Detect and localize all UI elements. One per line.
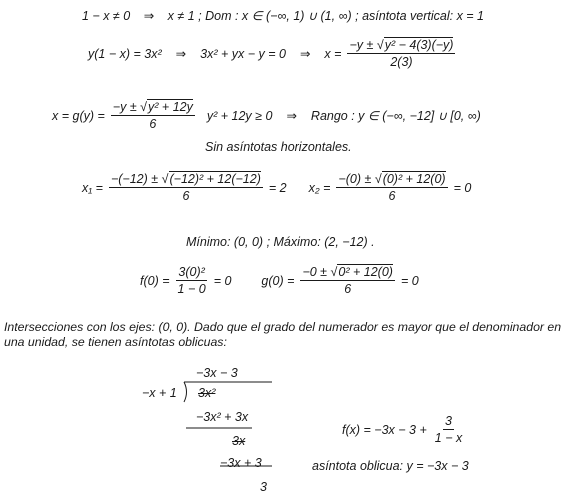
sqrt-symbol: √ [140, 100, 148, 114]
long-division [140, 362, 280, 497]
x-equals-label: x = [324, 46, 342, 61]
first-subtraction: −3x² + 3x [196, 410, 249, 424]
result-expression [342, 414, 466, 445]
sqrt-symbol: √ [376, 38, 384, 52]
inverse-lhs: x = g(y) = [52, 108, 105, 123]
line-inverse-function [52, 100, 481, 131]
x1-fraction [109, 172, 263, 203]
oblique-asymptote: asíntota oblicua: y = −3x − 3 [312, 459, 469, 473]
numerator-term: −(0) ± [338, 172, 372, 186]
numerator-term: −(−12) ± [110, 172, 159, 186]
x1-result: = 2 [268, 180, 287, 195]
radicand: 0² + 12(0) [338, 265, 393, 279]
min-max-statement: Mínimo: (0, 0) ; Máximo: (2, −12) . [186, 235, 375, 249]
radicand: y² + 12y [148, 100, 193, 114]
g0-result: = 0 [400, 273, 419, 288]
sqrt-symbol: √ [330, 265, 338, 279]
numerator: 3 [445, 414, 452, 428]
numerator-term: −0 ± [302, 265, 328, 279]
x2-label: x₂ = [308, 180, 331, 195]
radicand: (−12)² + 12(−12) [169, 172, 261, 186]
final-remainder: 3 [260, 480, 267, 494]
eq-denominator-nonzero: 1 − x ≠ 0 [82, 9, 131, 23]
implies-arrow: ⇒ [299, 47, 311, 61]
result-lhs: f(x) = −3x − 3 + [342, 422, 427, 437]
implies-arrow: ⇒ [286, 109, 297, 123]
denominator: 1 − 0 [177, 282, 206, 296]
domain-and-vertical-asymptote: x ≠ 1 ; Dom : x ∈ (−∞, 1) ∪ (1, ∞) ; asíntota vertical: x = 1 [167, 9, 485, 23]
dividend: 3x² [198, 386, 216, 400]
radicand: (0)² + 12(0) [382, 172, 446, 186]
f0-result: = 0 [213, 273, 232, 288]
no-horizontal-asymptotes: Sin asíntotas horizontales. [205, 140, 352, 154]
line-solve-for-x [88, 38, 457, 69]
g0-label: g(0) = [261, 273, 295, 288]
line-critical-x-values [82, 172, 471, 203]
sqrt-symbol: √ [161, 172, 169, 186]
f0-fraction [176, 265, 208, 296]
g0-fraction [300, 265, 395, 296]
denominator: 6 [388, 189, 396, 203]
radicand: y² − 4(3)(−y) [384, 38, 454, 52]
result-fraction [433, 414, 464, 445]
divisor: −x + 1 [142, 386, 177, 400]
division-lines [140, 362, 280, 497]
second-subtraction: −3x + 3 [220, 456, 262, 470]
quadratic-equation: 3x² + yx − y = 0 [200, 46, 286, 61]
implies-arrow: ⇒ [175, 47, 187, 61]
x2-fraction [336, 172, 447, 203]
x2-result: = 0 [453, 180, 472, 195]
numerator: 3(0)² [178, 265, 205, 279]
denominator: 2(3) [390, 55, 413, 69]
line-domain [82, 8, 484, 23]
numerator-term: −y ± [349, 38, 374, 52]
inverse-fraction [111, 100, 195, 131]
quadratic-formula-fraction [347, 38, 455, 69]
intersections-paragraph: Intersecciones con los ejes: (0, 0). Dado que el grado del numerador es mayor que el denominador en una unidad, se tienen asíntotas oblicuas: [4, 320, 562, 349]
implies-arrow: ⇒ [143, 9, 155, 23]
quotient: −3x − 3 [196, 366, 238, 380]
denominator: 6 [182, 189, 190, 203]
f0-label: f(0) = [140, 273, 170, 288]
x1-label: x₁ = [82, 180, 103, 195]
range-statement: Rango : y ∈ (−∞, −12] ∪ [0, ∞) [310, 109, 481, 123]
radicand-condition: y² + 12y ≥ 0 [206, 108, 273, 123]
denominator: 1 − x [434, 431, 463, 445]
numerator-term: −y ± [112, 100, 137, 114]
first-remainder: 3x [232, 434, 246, 448]
equation-lhs: y(1 − x) = 3x² [88, 46, 162, 61]
line-intercepts [140, 265, 419, 296]
denominator: 6 [149, 117, 157, 131]
sqrt-symbol: √ [374, 172, 382, 186]
denominator: 6 [344, 282, 352, 296]
